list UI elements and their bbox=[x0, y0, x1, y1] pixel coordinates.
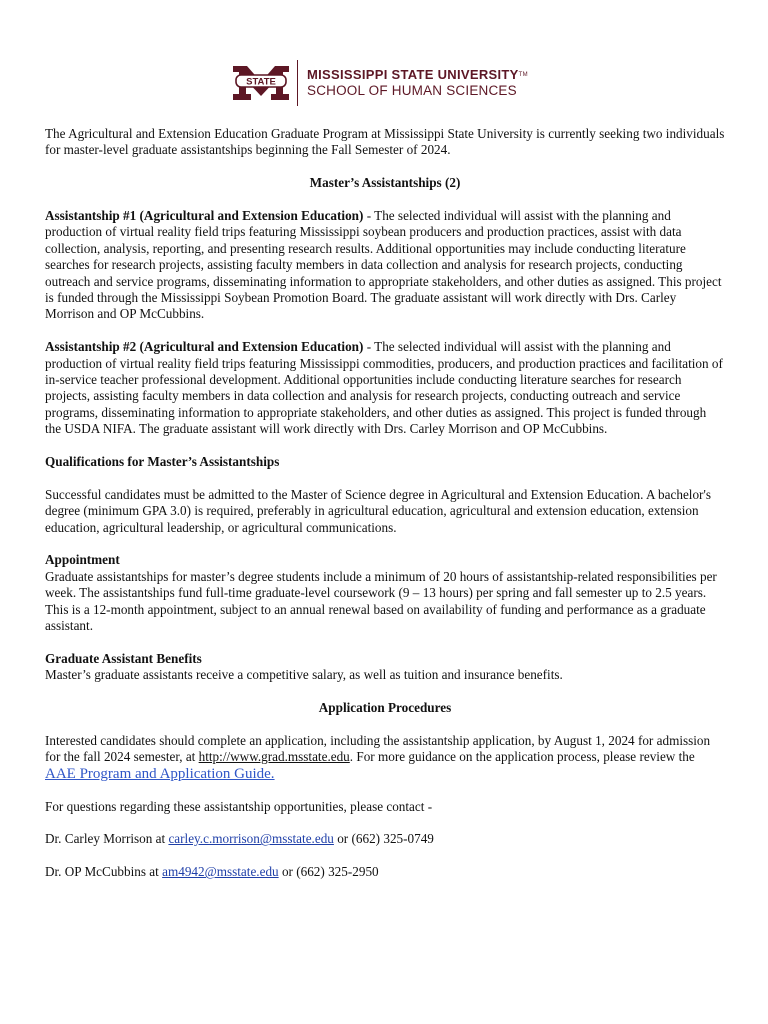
contact-mccubbins bbox=[45, 864, 725, 880]
assistantships-heading: Master’s Assistantships (2) bbox=[309, 175, 461, 191]
trademark-mark: TM bbox=[518, 72, 528, 78]
program-guide-link[interactable]: AAE Program and Application Guide. bbox=[45, 765, 275, 782]
document-body bbox=[45, 126, 725, 897]
appointment-heading: Appointment bbox=[45, 552, 120, 568]
school-name: SCHOOL OF HUMAN SCIENCES bbox=[307, 83, 517, 98]
assistantship-2-title: Assistantship #2 (Agricultural and Extension Education) bbox=[45, 339, 364, 355]
msu-m-state-logo-icon bbox=[231, 62, 291, 104]
qualifications-body: Successful candidates must be admitted to the Master of Science degree in Agricultural and Extension Education. A bachelor's degree (minimum GPA 3.0) is required, preferably in agricultural education, agricultural and extension education, extension education, agricultural leadership, or agricultural communications. bbox=[45, 486, 711, 535]
university-logo bbox=[0, 60, 768, 108]
assistantship-1-paragraph bbox=[45, 208, 725, 323]
grad-school-link[interactable]: http://www.grad.msstate.edu bbox=[198, 749, 350, 765]
contact-mccubbins-prefix: Dr. OP McCubbins at bbox=[45, 864, 163, 880]
contact-morrison-phone: or (662) 325-0749 bbox=[333, 831, 434, 847]
procedures-paragraph bbox=[45, 733, 725, 782]
benefits-body: Master’s graduate assistants receive a competitive salary, as well as tuition and insurance benefits. bbox=[45, 667, 563, 683]
mccubbins-email-link[interactable]: am4942@msstate.edu bbox=[162, 864, 279, 880]
morrison-email-link[interactable]: carley.c.morrison@msstate.edu bbox=[168, 831, 334, 847]
contact-mccubbins-phone: or (662) 325-2950 bbox=[278, 864, 379, 880]
contact-intro: For questions regarding these assistantship opportunities, please contact - bbox=[45, 798, 433, 814]
contact-morrison bbox=[45, 831, 725, 847]
benefits-heading: Graduate Assistant Benefits bbox=[45, 650, 202, 666]
appointment-body: Graduate assistantships for master’s degree students include a minimum of 20 hours of assistantship-related responsibilities per week. The assistantships fund full-time graduate-level coursework (9 – 13 hours) per spring and fall semester up to 2.5 years. This is a 12-month appointment, subject to an annual renewal based on availability of funding and performance as a graduate assistant. bbox=[45, 568, 717, 634]
qualifications-heading: Qualifications for Master’s Assistantships bbox=[45, 454, 280, 470]
assistantship-2-paragraph bbox=[45, 339, 725, 437]
assistantship-1-body: - The selected individual will assist with the planning and production of virtual reality field trips featuring Mississippi soybean producers and production practices, assist with data collection, analysis, reporting, and presenting research results. Additional opportunities may include conducting literature searches for research projects, assisting faculty members in data collection and analysis for research projects, conducting outreach and service programs, disseminating information to appropriate stakeholders, and other duties as assigned. This project is funded through the Mississippi Soybean Promotion Board. The graduate assistant will work directly with Drs. Carley Morrison and OP McCubbins. bbox=[45, 208, 722, 322]
university-name bbox=[307, 67, 528, 83]
logo-divider bbox=[297, 60, 298, 106]
contact-morrison-prefix: Dr. Carley Morrison at bbox=[45, 831, 169, 847]
university-name-text: MISSISSIPPI STATE UNIVERSITY bbox=[307, 67, 519, 82]
procedures-heading: Application Procedures bbox=[318, 700, 452, 716]
procedures-text-2: . For more guidance on the application process, please review the bbox=[349, 749, 695, 765]
assistantship-2-body: - The selected individual will assist with the planning and production of virtual reality field trips featuring Mississippi commodities, producers, and production practices and facilitation of in-service teacher professional development. Additional opportunities include conducting literature searches for research projects, assisting faculty members in data collection and analysis for research projects, conducting outreach and service programs, disseminating information to appropriate stakeholders, and other duties as assigned. This project is funded through the USDA NIFA. The graduate assistant will work directly with Drs. Carley Morrison and OP McCubbins. bbox=[45, 339, 723, 437]
assistantship-1-title: Assistantship #1 (Agricultural and Extension Education) bbox=[45, 208, 364, 223]
procedures-text-1: Interested candidates should complete an application, including the assistantship application, by August 1, 2024 for admission for the fall 2024 semester, at bbox=[45, 732, 711, 765]
logo-mark-text: STATE bbox=[246, 76, 276, 88]
intro-paragraph: The Agricultural and Extension Education Graduate Program at Mississippi State University is currently seeking two individuals for master-level graduate assistantships beginning the Fall Semester of 2024. bbox=[45, 126, 725, 158]
